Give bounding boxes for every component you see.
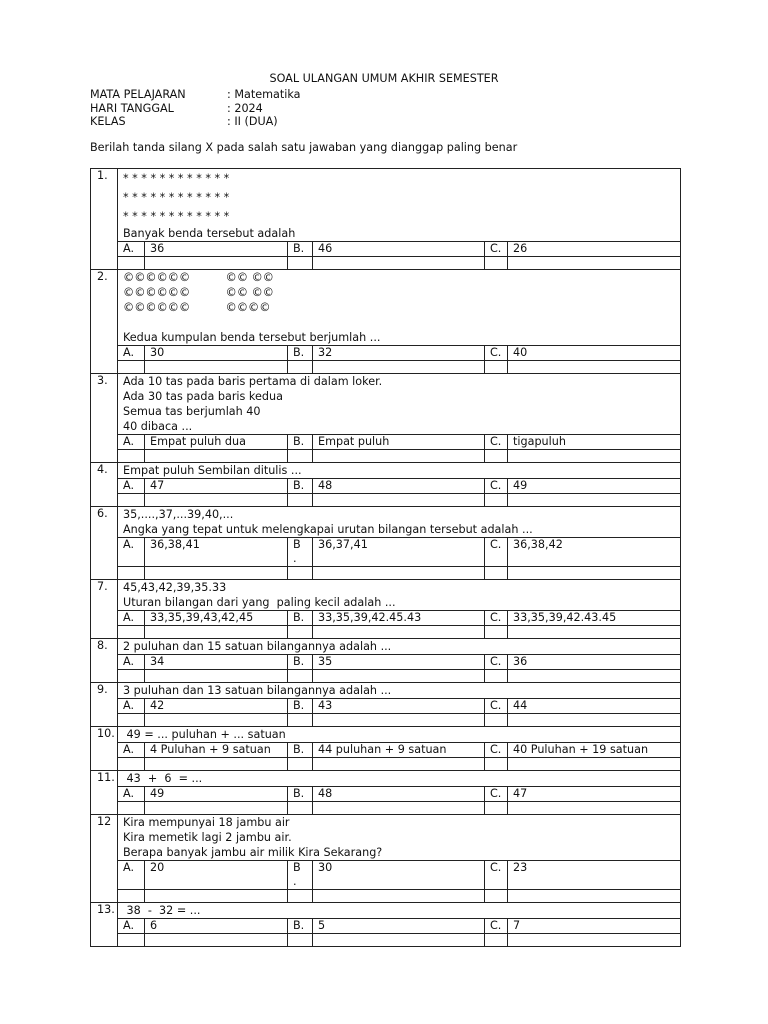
question-line: Banyak benda tersebut adalah — [123, 227, 296, 240]
option-c-label: C. — [485, 538, 508, 567]
question-line: * * * * * * * * * * * * — [123, 191, 230, 204]
option-c-label: C. — [485, 861, 508, 890]
options-row — [91, 743, 681, 758]
question-text — [118, 169, 681, 242]
option-c-label: C. — [485, 346, 508, 361]
blank-cell — [508, 567, 681, 580]
blank-cell — [145, 567, 288, 580]
blank-cell — [118, 257, 145, 270]
answer-blank-row — [91, 670, 681, 683]
options-row — [91, 242, 681, 257]
option-c-text[interactable]: 36 — [508, 655, 681, 670]
question-line: Kedua kumpulan benda tersebut berjumlah ... — [123, 331, 381, 344]
blank-cell — [145, 450, 288, 463]
blank-cell — [118, 758, 145, 771]
question-row — [91, 463, 681, 479]
blank-cell — [313, 714, 485, 727]
blank-cell — [313, 257, 485, 270]
instruction-text: Berilah tanda silang X pada salah satu jawaban yang dianggap paling benar — [90, 141, 518, 154]
blank-cell — [485, 494, 508, 507]
option-a-text[interactable]: 33,35,39,43,42,45 — [145, 611, 288, 626]
blank-cell — [508, 758, 681, 771]
option-a-text[interactable]: 47 — [145, 479, 288, 494]
question-row — [91, 270, 681, 346]
option-c-label: C. — [485, 611, 508, 626]
options-row — [91, 919, 681, 934]
option-c-text[interactable]: 7 — [508, 919, 681, 934]
blank-cell — [485, 361, 508, 374]
blank-cell — [288, 494, 313, 507]
question-number: 11. — [91, 771, 118, 815]
blank-cell — [118, 670, 145, 683]
question-number: 6. — [91, 507, 118, 580]
option-a-text[interactable]: 30 — [145, 346, 288, 361]
question-number: 12 — [91, 815, 118, 903]
option-a-label: A. — [118, 611, 145, 626]
blank-cell — [508, 670, 681, 683]
blank-cell — [313, 802, 485, 815]
question-row — [91, 815, 681, 861]
options-row — [91, 861, 681, 890]
answer-blank-row — [91, 802, 681, 815]
blank-cell — [145, 934, 288, 947]
blank-cell — [118, 450, 145, 463]
option-a-text[interactable]: 36,38,41 — [145, 538, 288, 567]
question-line: ©©©©©© ©©©© — [123, 301, 271, 314]
blank-cell — [485, 934, 508, 947]
options-row — [91, 346, 681, 361]
question-text — [118, 771, 681, 787]
blank-cell — [288, 450, 313, 463]
meta-value: : Matematika — [227, 88, 301, 101]
blank-cell — [118, 714, 145, 727]
option-c-label: C. — [485, 787, 508, 802]
blank-cell — [145, 758, 288, 771]
option-b-text[interactable]: 48 — [313, 787, 485, 802]
blank-cell — [313, 626, 485, 639]
option-a-label: A. — [118, 787, 145, 802]
meta-value: : II (DUA) — [227, 115, 278, 128]
question-text — [118, 815, 681, 861]
option-b-text[interactable]: Empat puluh — [313, 435, 485, 450]
question-number: 3. — [91, 374, 118, 463]
blank-cell — [508, 450, 681, 463]
option-a-label: A. — [118, 435, 145, 450]
blank-cell — [313, 890, 485, 903]
question-row — [91, 683, 681, 699]
question-line: Uturan bilangan dari yang paling kecil adalah ... — [123, 596, 396, 609]
option-a-text[interactable]: 6 — [145, 919, 288, 934]
blank-cell — [145, 494, 288, 507]
blank-cell — [485, 670, 508, 683]
option-b-label: B. — [288, 699, 313, 714]
blank-cell — [313, 758, 485, 771]
answer-blank-row — [91, 758, 681, 771]
blank-cell — [313, 567, 485, 580]
blank-cell — [313, 450, 485, 463]
blank-cell — [118, 494, 145, 507]
question-number: 2. — [91, 270, 118, 374]
question-line: Ada 30 tas pada baris kedua — [123, 390, 283, 403]
option-a-text[interactable]: 34 — [145, 655, 288, 670]
option-b-text[interactable]: 43 — [313, 699, 485, 714]
blank-cell — [508, 802, 681, 815]
blank-cell — [145, 890, 288, 903]
option-a-label: A. — [118, 655, 145, 670]
blank-cell — [145, 626, 288, 639]
blank-cell — [145, 361, 288, 374]
question-text — [118, 903, 681, 919]
option-a-text[interactable]: 20 — [145, 861, 288, 890]
question-line: Empat puluh Sembilan ditulis ... — [123, 464, 302, 477]
blank-cell — [485, 567, 508, 580]
option-b-text[interactable]: 33,35,39,42.45.43 — [313, 611, 485, 626]
blank-cell — [288, 257, 313, 270]
question-number: 13. — [91, 903, 118, 947]
answer-blank-row — [91, 450, 681, 463]
blank-cell — [118, 567, 145, 580]
option-c-text[interactable]: 40 — [508, 346, 681, 361]
meta-class — [90, 115, 278, 128]
question-line: 49 = ... puluhan + ... satuan — [123, 728, 286, 741]
blank-cell — [288, 567, 313, 580]
option-c-label: C. — [485, 479, 508, 494]
option-b-label: B. — [288, 346, 313, 361]
options-row — [91, 538, 681, 567]
option-c-label: C. — [485, 655, 508, 670]
blank-cell — [313, 494, 485, 507]
option-c-text[interactable]: 23 — [508, 861, 681, 890]
option-a-label: A. — [118, 538, 145, 567]
options-row — [91, 655, 681, 670]
option-c-text[interactable]: 47 — [508, 787, 681, 802]
question-number: 10. — [91, 727, 118, 771]
blank-cell — [118, 626, 145, 639]
blank-cell — [485, 257, 508, 270]
blank-cell — [508, 714, 681, 727]
option-a-label: A. — [118, 346, 145, 361]
meta-key: HARI TANGGAL — [90, 102, 174, 115]
question-row — [91, 169, 681, 242]
option-c-label: C. — [485, 699, 508, 714]
question-row — [91, 771, 681, 787]
question-text — [118, 639, 681, 655]
answer-blank-row — [91, 257, 681, 270]
option-c-label: C. — [485, 242, 508, 257]
option-a-text[interactable]: Empat puluh dua — [145, 435, 288, 450]
question-text — [118, 374, 681, 435]
document-title: SOAL ULANGAN UMUM AKHIR SEMESTER — [269, 72, 499, 85]
option-b-label: B . — [288, 861, 313, 890]
option-a-label: A. — [118, 242, 145, 257]
meta-subject — [90, 88, 301, 101]
blank-cell — [508, 626, 681, 639]
question-line — [123, 315, 680, 330]
option-a-text[interactable]: 36 — [145, 242, 288, 257]
blank-cell — [288, 934, 313, 947]
question-row — [91, 639, 681, 655]
question-number: 1. — [91, 169, 118, 270]
blank-cell — [508, 890, 681, 903]
option-b-text[interactable]: 44 puluhan + 9 satuan — [313, 743, 485, 758]
question-line: 43 + 6 = ... — [123, 772, 203, 785]
option-b-label: B. — [288, 479, 313, 494]
option-c-text[interactable]: 36,38,42 — [508, 538, 681, 567]
option-a-label: A. — [118, 479, 145, 494]
option-b-label: B. — [288, 919, 313, 934]
question-line: ©©©©©© ©© ©© — [123, 286, 274, 299]
option-b-text[interactable]: 35 — [313, 655, 485, 670]
answer-blank-row — [91, 567, 681, 580]
answer-blank-row — [91, 494, 681, 507]
blank-cell — [485, 626, 508, 639]
blank-cell — [508, 257, 681, 270]
meta-key: MATA PELAJARAN — [90, 88, 186, 101]
options-row — [91, 611, 681, 626]
question-number: 7. — [91, 580, 118, 639]
question-line: 38 - 32 = ... — [123, 904, 201, 917]
question-line: 3 puluhan dan 13 satuan bilangannya adalah ... — [123, 684, 392, 697]
question-number: 8. — [91, 639, 118, 683]
option-b-label: B. — [288, 611, 313, 626]
option-a-label: A. — [118, 861, 145, 890]
blank-cell — [118, 802, 145, 815]
blank-cell — [288, 802, 313, 815]
question-line: * * * * * * * * * * * * — [123, 172, 230, 185]
question-line: Kira mempunyai 18 jambu air — [123, 816, 290, 829]
answer-blank-row — [91, 934, 681, 947]
question-line: Semua tas berjumlah 40 — [123, 405, 261, 418]
question-text — [118, 580, 681, 611]
blank-cell — [485, 758, 508, 771]
blank-cell — [118, 890, 145, 903]
question-text — [118, 270, 681, 346]
blank-cell — [508, 494, 681, 507]
question-line: Kira memetik lagi 2 jambu air. — [123, 831, 292, 844]
blank-cell — [485, 450, 508, 463]
option-a-label: A. — [118, 743, 145, 758]
option-c-text[interactable]: 40 Puluhan + 19 satuan — [508, 743, 681, 758]
option-c-text[interactable]: 33,35,39,42.43.45 — [508, 611, 681, 626]
meta-value: : 2024 — [227, 102, 263, 115]
question-text — [118, 463, 681, 479]
question-line: 40 dibaca ... — [123, 420, 193, 433]
blank-cell — [288, 670, 313, 683]
option-a-text[interactable]: 4 Puluhan + 9 satuan — [145, 743, 288, 758]
option-c-text[interactable]: 44 — [508, 699, 681, 714]
question-table — [90, 168, 681, 947]
option-b-label: B. — [288, 435, 313, 450]
options-row — [91, 479, 681, 494]
blank-cell — [485, 802, 508, 815]
blank-cell — [313, 361, 485, 374]
question-row — [91, 903, 681, 919]
option-b-text[interactable]: 46 — [313, 242, 485, 257]
question-line: Angka yang tepat untuk melengkapai urutan bilangan tersebut adalah ... — [123, 523, 533, 536]
blank-cell — [485, 890, 508, 903]
option-b-label: B. — [288, 787, 313, 802]
option-c-text[interactable]: tigapuluh — [508, 435, 681, 450]
blank-cell — [118, 361, 145, 374]
question-row — [91, 507, 681, 538]
blank-cell — [145, 714, 288, 727]
blank-cell — [313, 934, 485, 947]
question-number: 9. — [91, 683, 118, 727]
option-a-text[interactable]: 42 — [145, 699, 288, 714]
blank-cell — [288, 758, 313, 771]
answer-blank-row — [91, 361, 681, 374]
blank-cell — [288, 626, 313, 639]
question-line: Berapa banyak jambu air milik Kira Sekarang? — [123, 846, 383, 859]
answer-blank-row — [91, 626, 681, 639]
option-c-text[interactable]: 49 — [508, 479, 681, 494]
blank-cell — [145, 670, 288, 683]
option-a-text[interactable]: 49 — [145, 787, 288, 802]
meta-date — [90, 102, 263, 115]
blank-cell — [288, 361, 313, 374]
question-number: 4. — [91, 463, 118, 507]
blank-cell — [485, 714, 508, 727]
option-b-text[interactable]: 30 — [313, 861, 485, 890]
option-c-text[interactable]: 26 — [508, 242, 681, 257]
option-b-text[interactable]: 36,37,41 — [313, 538, 485, 567]
option-c-label: C. — [485, 743, 508, 758]
blank-cell — [313, 670, 485, 683]
meta-key: KELAS — [90, 115, 126, 128]
question-row — [91, 580, 681, 611]
question-text — [118, 727, 681, 743]
option-b-label: B. — [288, 242, 313, 257]
option-b-text[interactable]: 5 — [313, 919, 485, 934]
question-row — [91, 727, 681, 743]
question-line: Ada 10 tas pada baris pertama di dalam loker. — [123, 375, 383, 388]
option-c-label: C. — [485, 435, 508, 450]
blank-cell — [145, 802, 288, 815]
options-row — [91, 435, 681, 450]
blank-cell — [288, 714, 313, 727]
answer-blank-row — [91, 714, 681, 727]
option-c-label: C. — [485, 919, 508, 934]
blank-cell — [508, 361, 681, 374]
option-b-label: B. — [288, 655, 313, 670]
options-row — [91, 787, 681, 802]
question-row — [91, 374, 681, 435]
option-b-label: B . — [288, 538, 313, 567]
question-line: 35,....,37,...39,40,... — [123, 508, 234, 521]
answer-blank-row — [91, 890, 681, 903]
question-line: * * * * * * * * * * * * — [123, 210, 230, 223]
blank-cell — [118, 934, 145, 947]
question-line: 2 puluhan dan 15 satuan bilangannya adalah ... — [123, 640, 392, 653]
option-b-label: B. — [288, 743, 313, 758]
options-row — [91, 699, 681, 714]
question-text — [118, 507, 681, 538]
question-line: ©©©©©© ©© ©© — [123, 271, 274, 284]
blank-cell — [145, 257, 288, 270]
option-b-text[interactable]: 32 — [313, 346, 485, 361]
blank-cell — [288, 890, 313, 903]
question-line: 45,43,42,39,35.33 — [123, 581, 227, 594]
option-a-label: A. — [118, 919, 145, 934]
option-a-label: A. — [118, 699, 145, 714]
option-b-text[interactable]: 48 — [313, 479, 485, 494]
blank-cell — [508, 934, 681, 947]
question-text — [118, 683, 681, 699]
